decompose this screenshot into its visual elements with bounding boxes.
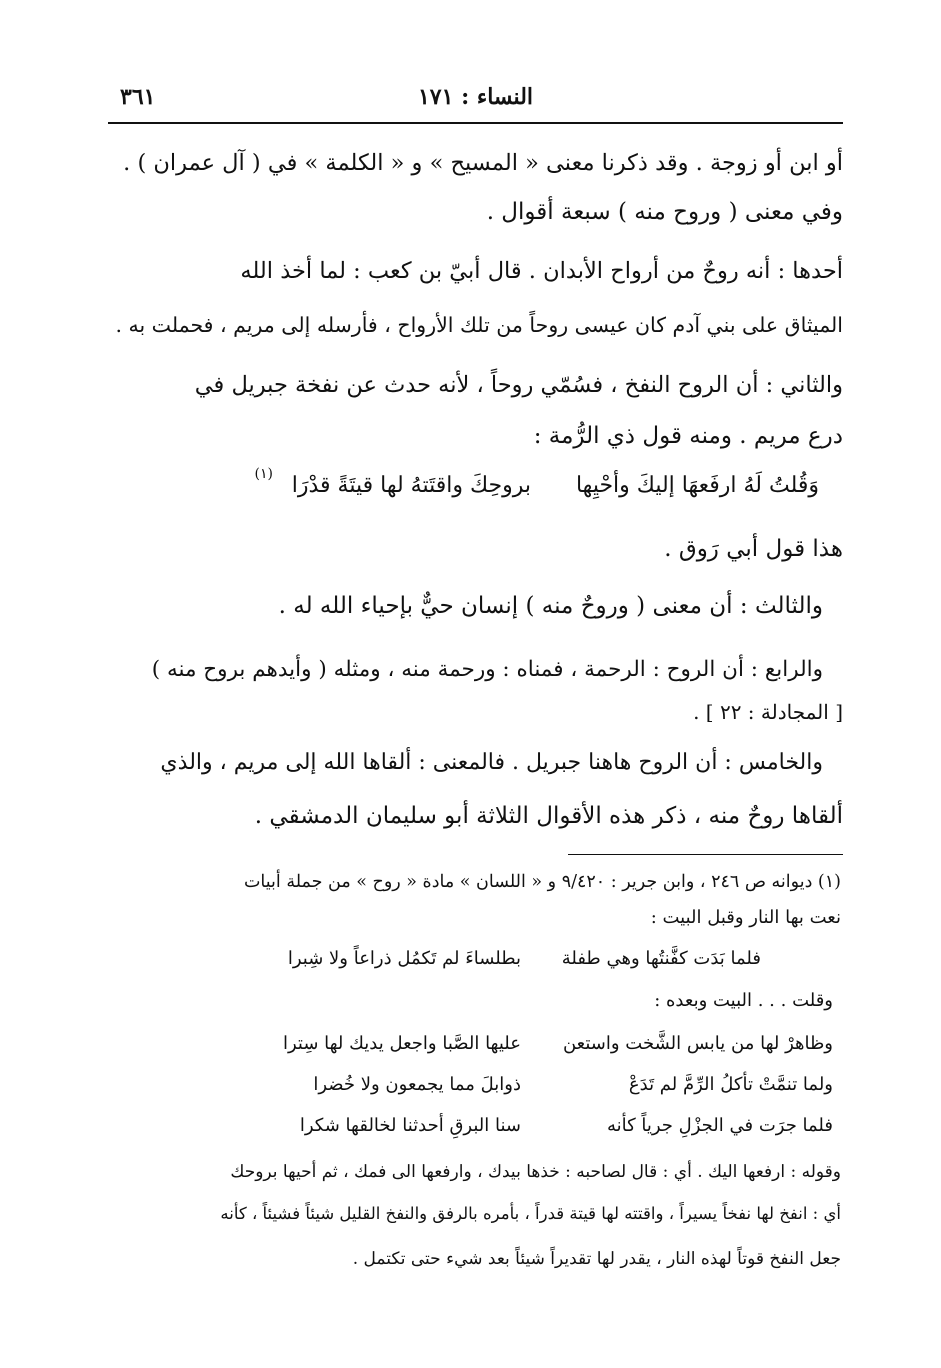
body-line: ألقاها روحٌ منه ، ذكر هذه الأقوال الثلاثة أبو سليمان الدمشقي . <box>254 803 843 829</box>
body-line: [ المجادلة : ٢٢ ] . <box>693 700 843 724</box>
body-line: هذا قول أبي رَوق . <box>664 536 843 562</box>
footnote-line: نعت بها النار وقبل البيت : <box>650 907 841 928</box>
footnote-verse-second: عليها الصَّبا واجعل يديك لها سِترا <box>282 1033 521 1054</box>
footnote-rule <box>568 854 843 855</box>
body-line: والثاني : أن الروح النفخ ، فسُمّي روحاً ، لأنه حدث عن نفخة جبريل في <box>194 372 843 398</box>
body-line: درع مريم . ومنه قول ذي الرُّمة : <box>533 423 843 449</box>
body-line: والخامس : أن الروح هاهنا جبريل . فالمعنى : ألقاها الله إلى مريم ، والذي <box>160 750 823 775</box>
footnote-line: وقوله : ارفعها اليك . أي : قال لصاحبه : خذها بيدك ، وارفعها الى فمك ، ثم أحيها بروحك <box>230 1162 841 1182</box>
footnote-verse-first: فلما بَدَت كفَّنتُها وهي طفلة <box>561 948 761 969</box>
footnote-verse-second: بطلساءَ لم تَكمُل ذراعاً ولا شِبرا <box>287 948 521 969</box>
footnote-verse-second: سنا البرقِ أحدثنا لخالقها شكرا <box>299 1115 521 1136</box>
verse-first-hemistich: وَقُلتُ لَهُ ارفَعهَا إليكَ وأحْيِها <box>575 473 819 498</box>
header-rule <box>108 122 843 124</box>
footnote-verse-first: وظاهرْ لها من يابس الشَّخت واستعن <box>562 1033 833 1054</box>
footnote-verse-first: ولما تنمَّتْ تأكلُ الرِّمَّ لم تَدَعْ <box>628 1074 833 1095</box>
body-line: أو ابن أو زوجة . وقد ذكرنا معنى « المسيح » و « الكلمة » في ( آل عمران ) . <box>123 150 843 176</box>
footnote-verse-second: ذوابلَ مما يجمعون ولا خُضرا <box>313 1074 521 1095</box>
body-line: والثالث : أن معنى ( وروحٌ منه ) إنسان حيٌّ بإحياء الله له . <box>278 593 823 619</box>
footnote-line: أي : انفخ لها نفخاً يسيراً ، واقتته لها قيتة قدراً ، بأمره بالرفق والنفخ القليل شيئاً فشيئاً ، كأنه <box>220 1204 841 1223</box>
footnote-verse-first: فلما جرَت في الجزْلِ جرياً كأنه <box>606 1115 833 1136</box>
body-line: أحدها : أنه روحٌ من أرواح الأبدان . قال أبيّ بن كعب : لما أخذ الله <box>240 258 843 284</box>
page-header <box>108 82 843 118</box>
running-title: النساء : ١٧١ <box>417 84 534 110</box>
body-line: وفي معنى ( وروح منه ) سبعة أقوال . <box>486 199 843 225</box>
page-number: ٣٦١ <box>120 84 156 110</box>
body-line: والرابع : أن الروح : الرحمة ، فمناه : ورحمة منه ، ومثله ( وأيدهم بروح منه ) <box>151 657 823 682</box>
footnote-line: (١) ديوانه ص ٢٤٦ ، وابن جرير : ٩/٤٢٠ و « اللسان » مادة « روح » من جملة أبيات <box>243 872 841 892</box>
footnote-line: جعل النفخ قوتاً لهذه النار ، يقدر لها تقديراً شيئاً بعد شيء حتى تكتمل . <box>352 1249 841 1269</box>
body-line: الميثاق على بني آدم كان عيسى روحاً من تلك الأرواح ، فأرسله إلى مريم ، فحملت به . <box>115 313 843 337</box>
footnote-marker: (١) <box>254 466 273 482</box>
footnote-line: وقلت . . . البيت وبعده : <box>654 990 833 1011</box>
verse-second-hemistich: بروحِكَ واقتَتهُ لها قيتَةً قدْرَا <box>291 473 531 498</box>
